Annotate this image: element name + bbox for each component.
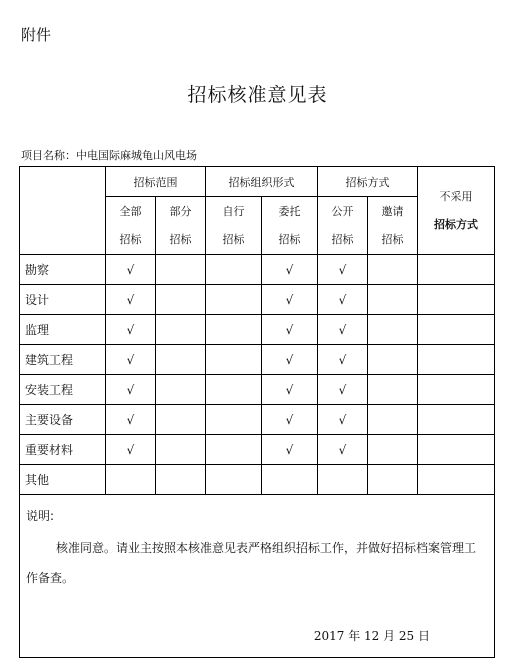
mark-cell: [156, 375, 206, 405]
mark-cell: [418, 315, 495, 345]
check-mark: √: [126, 322, 135, 337]
mark-cell: [262, 345, 318, 375]
mark-cell: [262, 255, 318, 285]
subheader-3: [262, 197, 318, 255]
subheader-text: 招标: [119, 232, 142, 246]
mark-cell: [318, 435, 368, 465]
subheader-text: 部分: [169, 204, 192, 218]
note-title: 说明:: [26, 509, 55, 523]
table-row: [20, 315, 495, 345]
subheader-text: 招标: [169, 232, 192, 246]
subheader-text: 招标: [278, 232, 301, 246]
not-adopted-line2: 招标方式: [434, 217, 478, 231]
check-mark: √: [285, 442, 294, 457]
group-method: 招标方式: [318, 167, 418, 197]
mark-cell: [262, 375, 318, 405]
table-row: [20, 255, 495, 285]
row-label: 安装工程: [20, 375, 106, 405]
note-body: 核准同意。请业主按照本核准意见表严格组织招标工作，并做好招标档案管理工作备查。: [26, 541, 477, 585]
check-mark: √: [338, 292, 347, 307]
mark-cell: [418, 255, 495, 285]
check-mark: √: [285, 382, 294, 397]
mark-cell: [206, 315, 262, 345]
mark-cell: [106, 375, 156, 405]
table-row: [20, 435, 495, 465]
row-label: 主要设备: [20, 405, 106, 435]
mark-cell: [418, 435, 495, 465]
table-row: [20, 345, 495, 375]
check-mark: √: [126, 352, 135, 367]
check-mark: √: [126, 442, 135, 457]
corner-cell: [20, 167, 106, 255]
check-mark: √: [338, 322, 347, 337]
mark-cell: [418, 465, 495, 495]
subheader-text: 自行: [222, 204, 245, 218]
mark-cell: [318, 345, 368, 375]
check-mark: √: [126, 382, 135, 397]
mark-cell: [368, 375, 418, 405]
mark-cell: [418, 375, 495, 405]
mark-cell: [418, 285, 495, 315]
not-adopted-line1: 不采用: [439, 189, 473, 203]
attachment-label: 附件: [21, 26, 52, 44]
mark-cell: [262, 315, 318, 345]
table-row: [20, 405, 495, 435]
mark-cell: [262, 435, 318, 465]
mark-cell: [156, 285, 206, 315]
check-mark: √: [126, 262, 135, 277]
mark-cell: [106, 255, 156, 285]
check-mark: √: [338, 442, 347, 457]
mark-cell: [156, 465, 206, 495]
mark-cell: [368, 315, 418, 345]
mark-cell: [318, 285, 368, 315]
check-mark: √: [126, 292, 135, 307]
mark-cell: [106, 315, 156, 345]
mark-cell: [206, 435, 262, 465]
row-label: 监理: [20, 315, 106, 345]
subheader-text: 招标: [381, 232, 404, 246]
subheader-1: [156, 197, 206, 255]
mark-cell: [206, 285, 262, 315]
mark-cell: [318, 255, 368, 285]
mark-cell: [368, 345, 418, 375]
mark-cell: [318, 315, 368, 345]
subheader-text: 招标: [331, 232, 354, 246]
check-mark: √: [285, 292, 294, 307]
check-mark: √: [338, 382, 347, 397]
check-mark: √: [126, 412, 135, 427]
mark-cell: [368, 285, 418, 315]
row-label: 重要材料: [20, 435, 106, 465]
row-label: 其他: [20, 465, 106, 495]
subheader-text: 委托: [278, 204, 301, 218]
page-title: 招标核准意见表: [187, 84, 328, 106]
mark-cell: [368, 435, 418, 465]
mark-cell: [318, 375, 368, 405]
group-scope: 招标范围: [106, 167, 206, 197]
mark-cell: [206, 375, 262, 405]
group-not-adopted: [418, 167, 495, 255]
table-row: [20, 375, 495, 405]
check-mark: √: [338, 412, 347, 427]
mark-cell: [156, 345, 206, 375]
mark-cell: [206, 255, 262, 285]
mark-cell: [106, 405, 156, 435]
mark-cell: [206, 465, 262, 495]
mark-cell: [368, 405, 418, 435]
table-row: [20, 465, 495, 495]
mark-cell: [262, 405, 318, 435]
subheader-text: 邀请: [381, 204, 404, 218]
check-mark: √: [285, 352, 294, 367]
check-mark: √: [338, 262, 347, 277]
approval-table: [19, 166, 495, 658]
mark-cell: [318, 465, 368, 495]
project-name: 项目名称：中电国际麻城龟山风电场: [21, 149, 197, 162]
table-row: [20, 285, 495, 315]
note-cell: [20, 495, 495, 658]
note-date: 2017 年 12 月 25 日: [313, 629, 430, 643]
mark-cell: [418, 405, 495, 435]
subheader-2: [206, 197, 262, 255]
subheader-text: 全部: [119, 204, 142, 218]
row-label: 设计: [20, 285, 106, 315]
mark-cell: [156, 405, 206, 435]
mark-cell: [156, 255, 206, 285]
subheader-4: [318, 197, 368, 255]
mark-cell: [368, 465, 418, 495]
subheader-text: 公开: [331, 204, 354, 218]
mark-cell: [418, 345, 495, 375]
mark-cell: [106, 345, 156, 375]
mark-cell: [156, 435, 206, 465]
mark-cell: [262, 285, 318, 315]
mark-cell: [106, 285, 156, 315]
mark-cell: [156, 315, 206, 345]
check-mark: √: [285, 262, 294, 277]
mark-cell: [206, 405, 262, 435]
subheader-0: [106, 197, 156, 255]
check-mark: √: [338, 352, 347, 367]
subheader-5: [368, 197, 418, 255]
mark-cell: [318, 405, 368, 435]
check-mark: √: [285, 412, 294, 427]
group-organization: 招标组织形式: [206, 167, 318, 197]
row-label: 勘察: [20, 255, 106, 285]
mark-cell: [106, 465, 156, 495]
mark-cell: [106, 435, 156, 465]
mark-cell: [262, 465, 318, 495]
mark-cell: [368, 255, 418, 285]
mark-cell: [206, 345, 262, 375]
subheader-text: 招标: [222, 232, 245, 246]
check-mark: √: [285, 322, 294, 337]
row-label: 建筑工程: [20, 345, 106, 375]
